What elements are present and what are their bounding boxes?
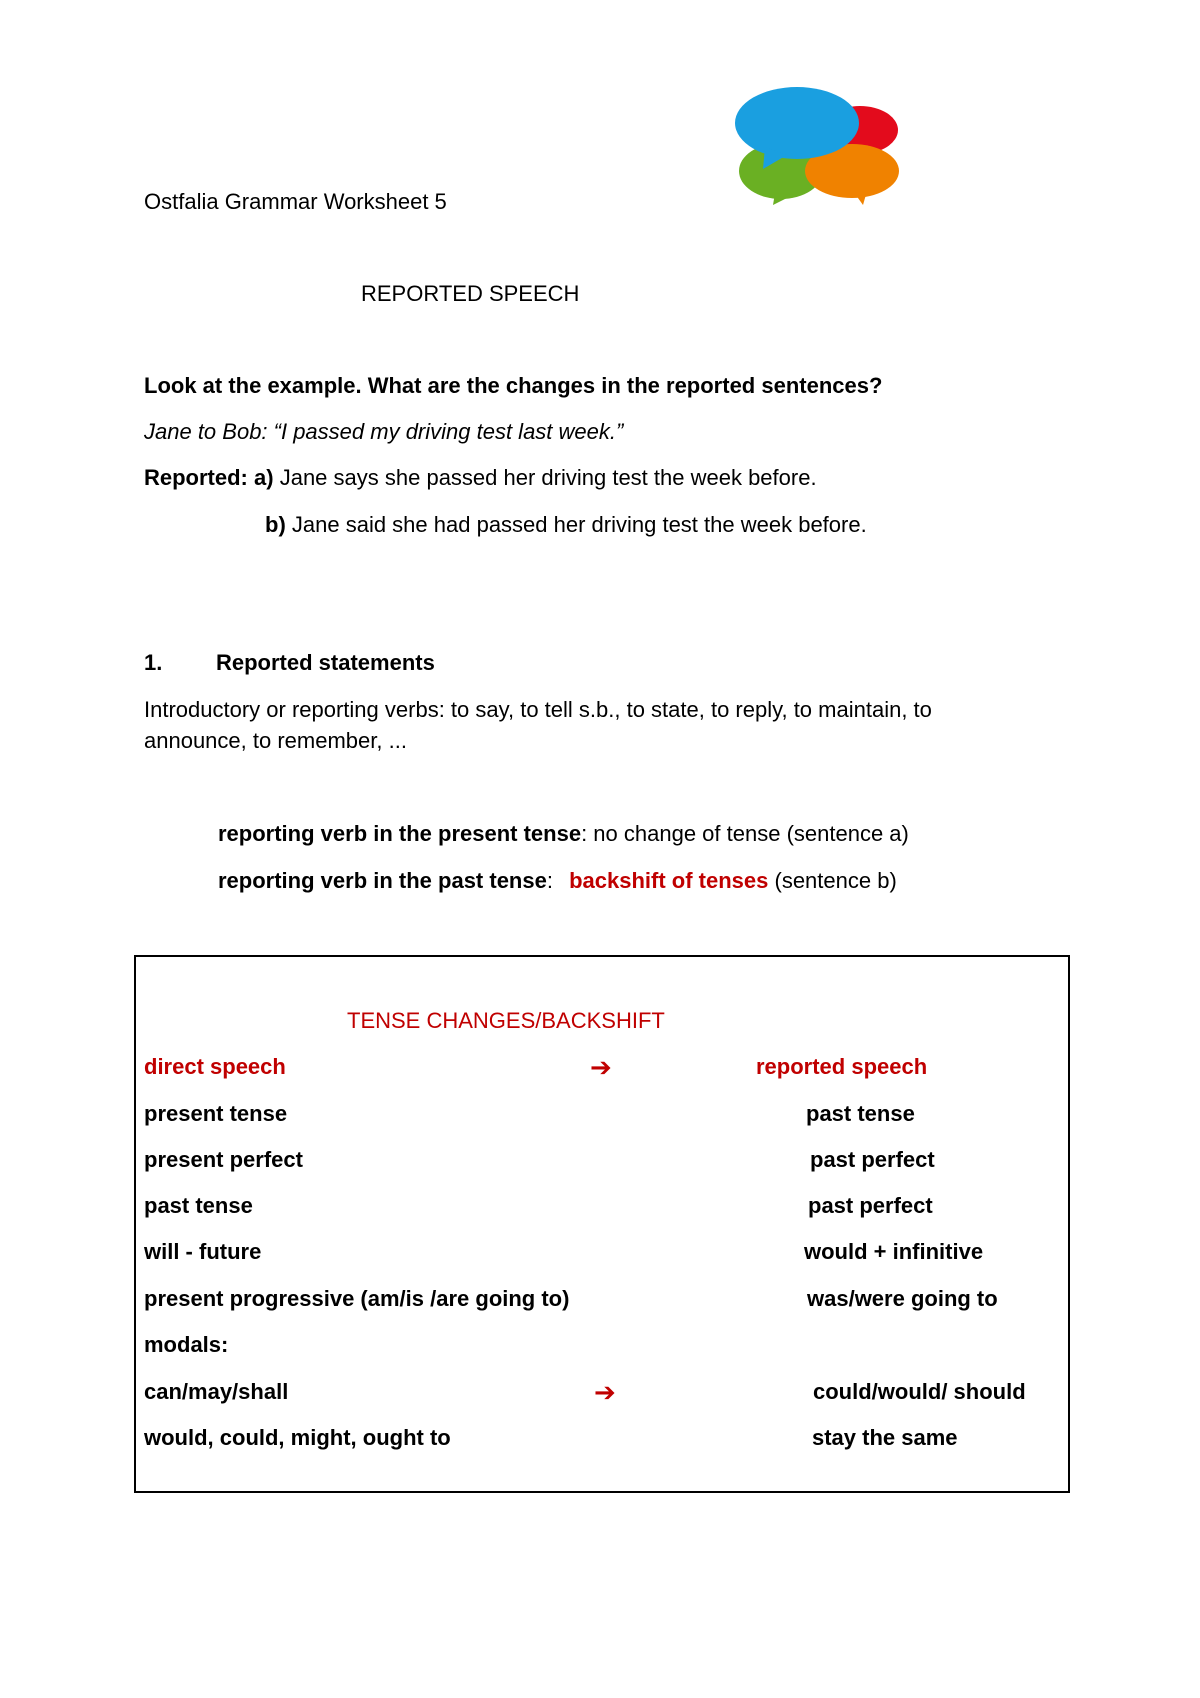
row-right: stay the same [812, 1425, 958, 1450]
speech-bubbles-logo-icon [735, 85, 905, 205]
worksheet-title: Ostfalia Grammar Worksheet 5 [144, 189, 447, 214]
reporting-verbs-line2: announce, to remember, ... [144, 728, 407, 753]
arrow-right-icon: ➔ [590, 1052, 612, 1082]
b-label: b) [265, 512, 286, 537]
row-left: modals: [144, 1332, 229, 1357]
example-sentence: Jane to Bob: “I passed my driving test last week.” [144, 419, 624, 444]
arrow-right-icon: ➔ [594, 1377, 616, 1407]
row-left: can/may/shall [144, 1379, 289, 1404]
row-left: present tense [144, 1101, 288, 1126]
past-rule-text: (sentence b) [774, 868, 897, 893]
page-title: REPORTED SPEECH [361, 281, 580, 306]
present-rule-text: : no change of tense (sentence a) [581, 821, 909, 846]
table-header-right: reported speech [756, 1054, 928, 1079]
reported-a-line [144, 467, 817, 489]
row-right: past perfect [810, 1147, 935, 1172]
row-left: past tense [144, 1193, 253, 1218]
row-left: will - future [144, 1239, 262, 1264]
row-right: could/would/ should [813, 1379, 1026, 1404]
row-right: past tense [806, 1101, 915, 1126]
table-title: TENSE CHANGES/BACKSHIFT [347, 1008, 665, 1033]
b-text: Jane said she had passed her driving test the week before. [291, 512, 867, 537]
reported-b-line [265, 514, 867, 536]
section-number: 1. [144, 650, 163, 675]
a-text: Jane says she passed her driving test the week before. [279, 465, 817, 490]
reporting-verbs-line1: Introductory or reporting verbs: to say, to tell s.b., to state, to reply, to maintain, to [144, 697, 932, 722]
table-header-left: direct speech [144, 1054, 286, 1079]
reported-label: Reported: [144, 465, 248, 490]
past-rule-label: reporting verb in the past tense [218, 868, 547, 893]
tense-changes-box [134, 955, 1070, 1493]
present-rule-label: reporting verb in the present tense [218, 821, 582, 846]
row-right: would + infinitive [804, 1239, 984, 1264]
intro-question: Look at the example. What are the changes in the reported sentences? [144, 373, 883, 398]
past-rule-colon: : [546, 868, 553, 893]
row-left: present progressive (am/is /are going to) [144, 1286, 570, 1311]
row-right: past perfect [808, 1193, 933, 1218]
present-rule [218, 823, 909, 845]
past-rule-highlight: backshift of tenses [569, 868, 769, 893]
past-rule [218, 870, 897, 892]
row-left: present perfect [144, 1147, 303, 1172]
row-left: would, could, might, ought to [144, 1425, 451, 1450]
row-right: was/were going to [807, 1286, 998, 1311]
section-heading: Reported statements [216, 650, 435, 675]
a-label: a) [254, 465, 274, 490]
